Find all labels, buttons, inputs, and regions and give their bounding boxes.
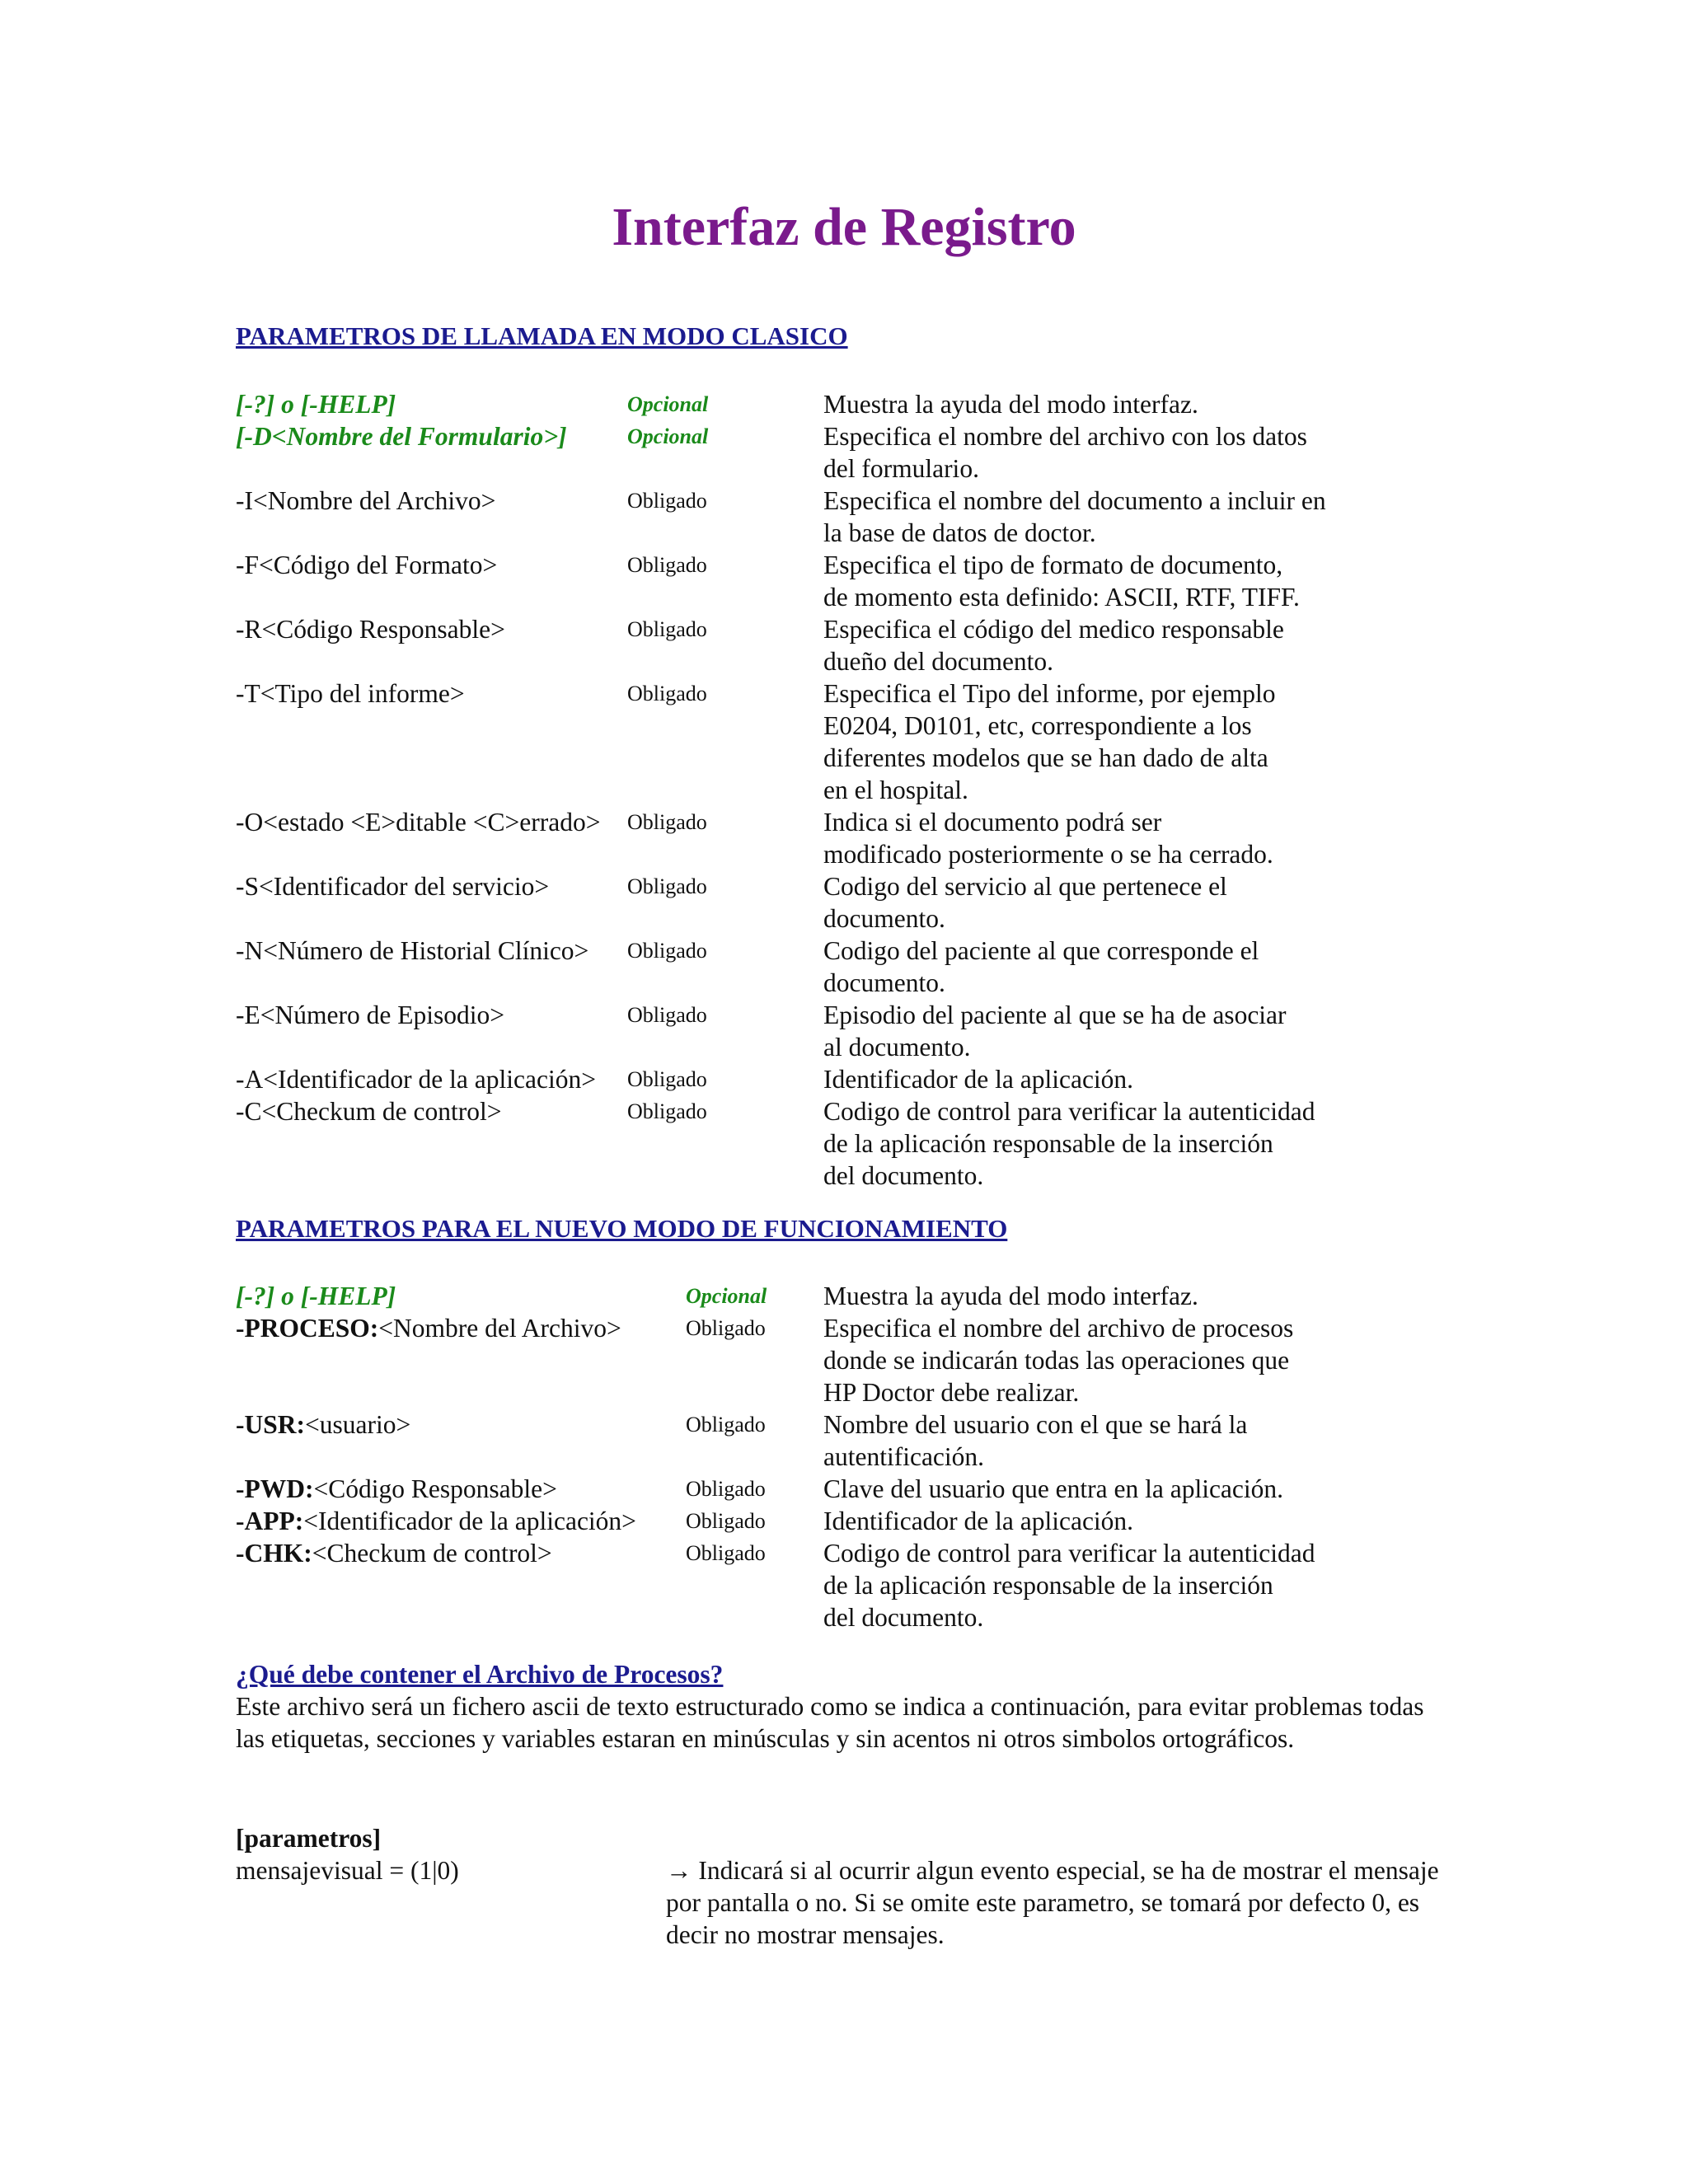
param-label: -N<Número de Historial Clínico>: [236, 936, 589, 965]
param-description: Episodio del paciente al que se ha de asociar al documento.: [823, 1001, 1287, 1062]
param-label: -A<Identificador de la aplicación>: [236, 1065, 596, 1094]
param-name: [236, 935, 627, 999]
param-row: [236, 677, 1472, 806]
param-key: -USR:: [236, 1410, 305, 1439]
param-label: -F<Código del Formato>: [236, 551, 498, 579]
param-label: -C<Checkum de control>: [236, 1097, 502, 1126]
param-requirement: Obligado: [686, 1316, 766, 1340]
param-description: Nombre del usuario con el que se hará la autentificación.: [823, 1410, 1248, 1471]
param-label: <Código Responsable>: [313, 1474, 557, 1503]
section-heading-classic: PARAMETROS DE LLAMADA EN MODO CLASICO: [236, 321, 848, 350]
param-requirement: Opcional: [686, 1284, 767, 1308]
param-label: <Checkum de control>: [312, 1539, 552, 1568]
param-description: Muestra la ayuda del modo interfaz.: [823, 1282, 1198, 1310]
param-name: [236, 806, 627, 870]
param-requirement: Obligado: [627, 682, 707, 705]
param-requirement: Obligado: [686, 1541, 766, 1565]
parametros-key: mensajevisual = (1|0): [236, 1856, 459, 1885]
param-name: [236, 420, 627, 485]
param-description: Clave del usuario que entra en la aplicación.: [823, 1474, 1284, 1503]
param-key: -PWD:: [236, 1474, 314, 1503]
process-file-heading: ¿Qué debe contener el Archivo de Procesos?: [236, 1660, 724, 1689]
param-requirement: Opcional: [627, 392, 709, 416]
param-requirement: Obligado: [627, 1099, 707, 1123]
parametros-section-label: [parametros]: [236, 1824, 382, 1853]
param-requirement: Obligado: [627, 939, 707, 963]
param-label: -R<Código Responsable>: [236, 615, 505, 644]
param-requirement: Obligado: [627, 1067, 707, 1091]
param-name: [236, 613, 627, 677]
param-requirement: Obligado: [627, 617, 707, 641]
param-requirement: Obligado: [627, 874, 707, 898]
param-row: [236, 549, 1472, 613]
param-label: <usuario>: [305, 1410, 411, 1439]
param-name: [236, 1473, 686, 1505]
param-name: [236, 549, 627, 613]
page-title: Interfaz de Registro: [612, 197, 1076, 257]
param-description: Especifica el nombre del documento a incluir en la base de datos de doctor.: [823, 486, 1326, 547]
param-row: [236, 870, 1472, 935]
param-key: -CHK:: [236, 1539, 312, 1568]
param-label: -O<estado <E>ditable <C>errado>: [236, 808, 601, 837]
param-description: Codigo del servicio al que pertenece el documento.: [823, 872, 1227, 933]
param-label: [-D<Nombre del Formulario>]: [236, 422, 567, 451]
param-row: [236, 1473, 1472, 1505]
param-name: [236, 1063, 627, 1095]
param-requirement: Obligado: [686, 1509, 766, 1533]
param-description: Especifica el nombre del archivo de procesos donde se indicarán todas las operaciones que HP Doctor debe realizar.: [823, 1314, 1294, 1407]
process-file-text: Este archivo será un fichero ascii de texto estructurado como se indica a continuación, para evitar problemas todas las etiquetas, secciones y variables estaran en minúsculas y sin acentos ni otros simbolos ortográficos.: [236, 1692, 1424, 1753]
param-name: [236, 1280, 686, 1312]
param-name: [236, 1408, 686, 1473]
param-row: [236, 485, 1472, 549]
param-requirement: Opcional: [627, 424, 709, 448]
param-row: [236, 1408, 1472, 1473]
param-requirement: Obligado: [686, 1413, 766, 1436]
parametros-block: [236, 1822, 1456, 1951]
param-description: Especifica el Tipo del informe, por ejemplo E0204, D0101, etc, correspondiente a los diferentes modelos que se han dado de alta en el hospital.: [823, 679, 1276, 804]
param-description: Especifica el nombre del archivo con los datos del formulario.: [823, 422, 1307, 483]
process-file-block: [236, 1658, 1456, 1755]
classic-params-table: [236, 388, 1472, 1192]
param-name: [236, 1312, 686, 1408]
parametros-desc: Indicará si al ocurrir algun evento especial, se ha de mostrar el mensaje por pantalla o no. Si se omite este parametro, se tomará por defecto 0, es decir no mostrar mensajes.: [666, 1856, 1439, 1949]
param-label: -T<Tipo del informe>: [236, 679, 465, 708]
param-row: [236, 935, 1472, 999]
arrow-right-icon: →: [666, 1856, 692, 1885]
param-key: -APP:: [236, 1507, 304, 1535]
param-description: Muestra la ayuda del modo interfaz.: [823, 390, 1198, 419]
param-description: Identificador de la aplicación.: [823, 1065, 1134, 1094]
param-description: Especifica el tipo de formato de documento, de momento esta definido: ASCII, RTF, TIFF.: [823, 551, 1300, 612]
param-row: [236, 1505, 1472, 1537]
param-name: [236, 1505, 686, 1537]
param-requirement: Obligado: [686, 1477, 766, 1501]
param-name: [236, 870, 627, 935]
new-mode-params-table: [236, 1280, 1472, 1633]
param-description: Especifica el código del medico responsable dueño del documento.: [823, 615, 1284, 676]
param-row: [236, 388, 1472, 420]
param-key: -PROCESO:: [236, 1314, 379, 1343]
param-row: [236, 1063, 1472, 1095]
param-row: [236, 1280, 1472, 1312]
param-label: -E<Número de Episodio>: [236, 1001, 504, 1029]
param-row: [236, 806, 1472, 870]
param-label: <Identificador de la aplicación>: [303, 1507, 636, 1535]
param-description: Identificador de la aplicación.: [823, 1507, 1134, 1535]
param-label: <Nombre del Archivo>: [378, 1314, 621, 1343]
param-row: [236, 1095, 1472, 1192]
parametros-row: [236, 1854, 1456, 1951]
param-name: [236, 677, 627, 806]
param-row: [236, 999, 1472, 1063]
param-label: -S<Identificador del servicio>: [236, 872, 550, 901]
param-description: Codigo del paciente al que corresponde el documento.: [823, 936, 1259, 997]
param-row: [236, 1537, 1472, 1633]
param-description: Codigo de control para verificar la autenticidad de la aplicación responsable de la inserción del documento.: [823, 1097, 1315, 1190]
param-description: Codigo de control para verificar la autenticidad de la aplicación responsable de la inserción del documento.: [823, 1539, 1315, 1632]
param-label: [-?] o [-HELP]: [236, 1282, 396, 1310]
param-requirement: Obligado: [627, 810, 707, 834]
parametros-desc-container: [666, 1854, 1441, 1951]
param-name: [236, 1537, 686, 1633]
param-requirement: Obligado: [627, 1003, 707, 1027]
param-requirement: Obligado: [627, 489, 707, 513]
param-description: Indica si el documento podrá ser modificado posteriormente o se ha cerrado.: [823, 808, 1273, 869]
param-name: [236, 1095, 627, 1192]
param-requirement: Obligado: [627, 553, 707, 577]
param-name: [236, 999, 627, 1063]
param-name: [236, 485, 627, 549]
param-row: [236, 1312, 1472, 1408]
param-row: [236, 613, 1472, 677]
param-name: [236, 388, 627, 420]
section-heading-new-mode: PARAMETROS PARA EL NUEVO MODO DE FUNCIONAMIENTO: [236, 1214, 1008, 1243]
param-row: [236, 420, 1472, 485]
param-label: [-?] o [-HELP]: [236, 390, 396, 419]
param-label: -I<Nombre del Archivo>: [236, 486, 496, 515]
